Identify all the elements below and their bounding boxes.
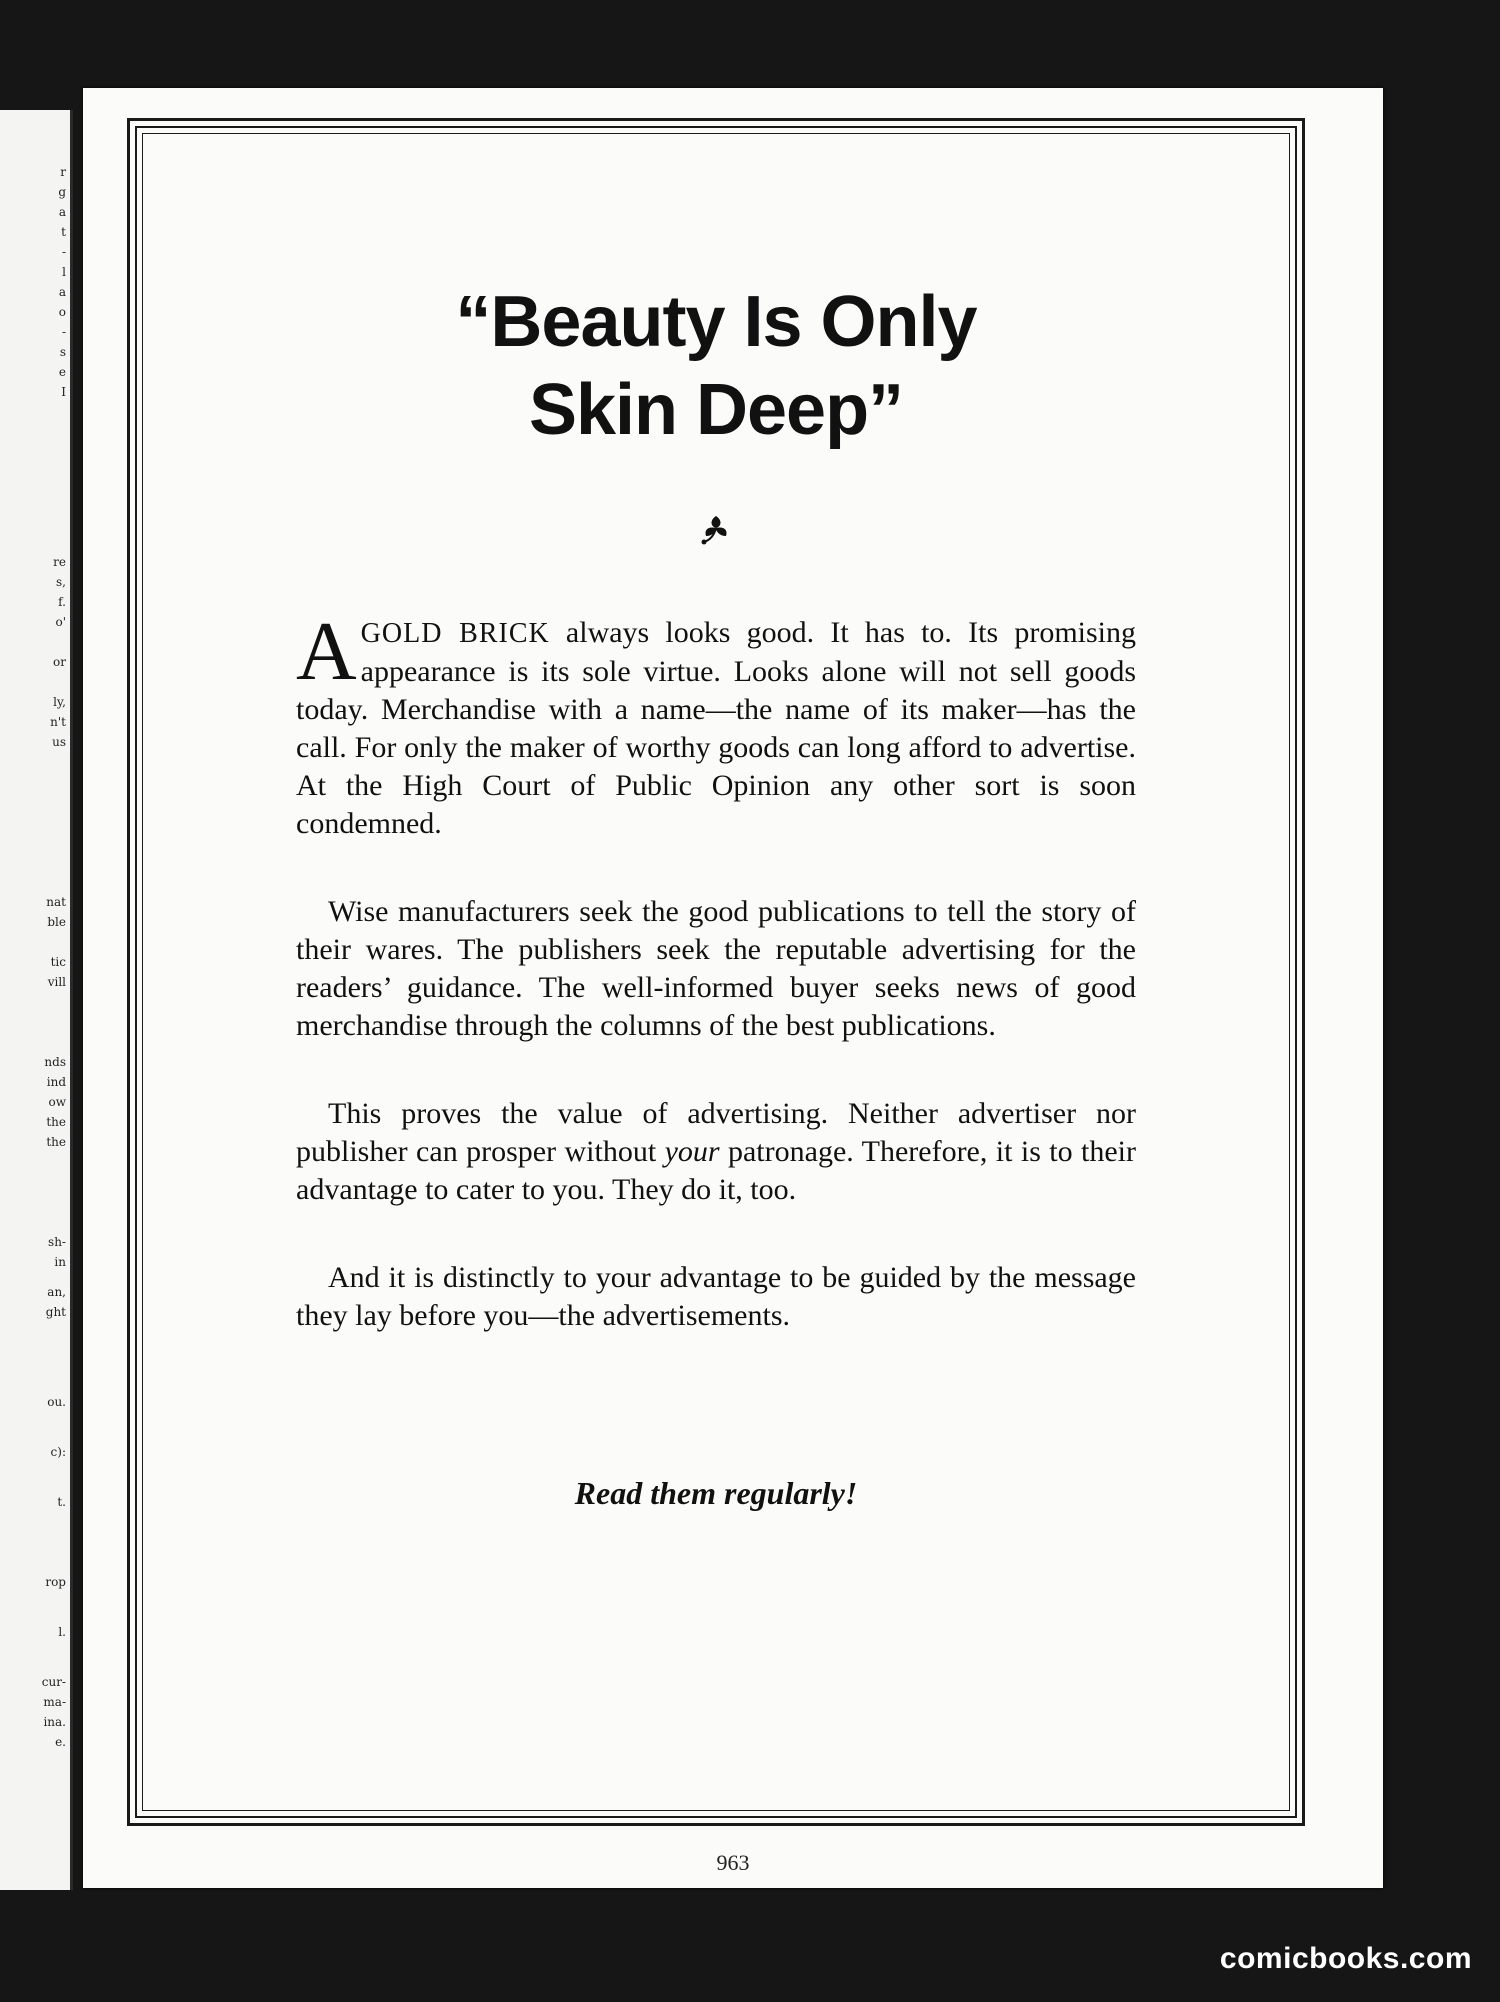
left-page-fragment: the: [46, 1135, 66, 1149]
lead-words: GOLD BRICK: [360, 618, 550, 649]
left-page-fragment: l: [62, 265, 66, 279]
left-page-fragment: r: [60, 165, 66, 179]
left-page-fragment: ow: [48, 1095, 66, 1109]
left-page-fragment: n't: [50, 715, 66, 729]
left-page-fragment: g: [58, 185, 66, 199]
title-line-1: “Beauty Is Only: [455, 282, 977, 362]
left-page-fragment: a: [58, 205, 66, 219]
paragraph-2: Wise manufacturers seek the good publications to tell the story of their wares. The publishers seek the reputable advertising for the readers’ guidance. The well-informed buyer seeks news of good merchandise through the columns of the best publications.: [296, 895, 1136, 1042]
left-page-edge: [0, 110, 73, 1890]
left-page-fragment: l.: [58, 1625, 66, 1639]
left-page-fragment: ly,: [53, 695, 66, 709]
left-page-fragment: the: [46, 1115, 66, 1129]
left-page-fragment: ma-: [43, 1695, 66, 1709]
paragraph-3: [296, 1095, 1136, 1209]
call-to-action: Read them regularly!: [574, 1475, 858, 1511]
left-page-fragment: s: [59, 345, 66, 359]
left-page-fragment: or: [53, 655, 66, 669]
drop-cap: A: [296, 605, 357, 698]
left-page-fragment: ble: [47, 915, 66, 929]
left-page-fragment: re: [53, 555, 66, 569]
page-number: 963: [716, 1850, 750, 1875]
paragraph-4: And it is distinctly to your advantage to be guided by the message they lay before you—the advertisements.: [296, 1261, 1136, 1332]
left-page-fragment: ina.: [43, 1715, 66, 1729]
left-page-fragment: us: [52, 735, 66, 749]
left-page-fragment: a: [58, 285, 66, 299]
left-page-fragment: e.: [55, 1735, 66, 1749]
left-page-fragment: c):: [50, 1445, 66, 1459]
left-page-fragment: I: [61, 385, 66, 399]
page-title: [296, 278, 1136, 454]
site-watermark: comicbooks.com: [1219, 1942, 1472, 1975]
paragraph-3-text-b: patronage. Therefore, it is to their advantage to cater to you. They do it, too.: [296, 1135, 1137, 1206]
fleuron-icon: [696, 510, 736, 550]
left-page-fragment: ou.: [47, 1395, 66, 1409]
left-page-fragment: o: [58, 305, 66, 319]
left-page-fragment: t: [61, 225, 66, 239]
left-page-fragment: vill: [47, 975, 66, 989]
left-page-fragment: sh-: [48, 1235, 66, 1249]
left-page-fragment: e: [58, 365, 66, 379]
left-page-fragment: -: [61, 245, 66, 259]
left-page-fragment: an,: [47, 1285, 66, 1299]
paragraph-1: [296, 605, 1136, 843]
magazine-page: [83, 88, 1383, 1888]
left-page-fragment: t.: [57, 1495, 66, 1509]
article-body: [296, 278, 1136, 1512]
left-page-fragment: s,: [56, 575, 66, 589]
left-page-fragment: ght: [45, 1305, 66, 1319]
title-line-2: Skin Deep”: [528, 370, 904, 450]
left-page-fragment: tic: [50, 955, 66, 969]
left-page-fragment: o': [55, 615, 66, 629]
paragraph-3-emphasis: your: [664, 1135, 720, 1168]
paragraph-1-text: always looks good. It has to. Its promising appearance is its sole virtue. Looks alone will not sell goods today. Merchandise with a name—the name of its maker—has the call. For only the maker of worthy goods can long afford to advertise. At the High Court of Public Opinion any other sort is soon condemned.: [296, 616, 1136, 840]
left-page-fragment: -: [61, 325, 66, 339]
left-page-fragment: in: [54, 1255, 66, 1269]
left-page-fragment: rop: [45, 1575, 66, 1589]
left-page-fragment: f.: [58, 595, 66, 609]
left-page-fragment: nat: [46, 895, 66, 909]
paragraph-3-text-a: This proves the value of advertising. Neither advertiser nor publisher can prosper without: [296, 1097, 1136, 1168]
left-page-fragment: nds: [44, 1055, 66, 1069]
left-page-fragment: cur-: [41, 1675, 66, 1689]
left-page-fragment: ind: [46, 1075, 66, 1089]
